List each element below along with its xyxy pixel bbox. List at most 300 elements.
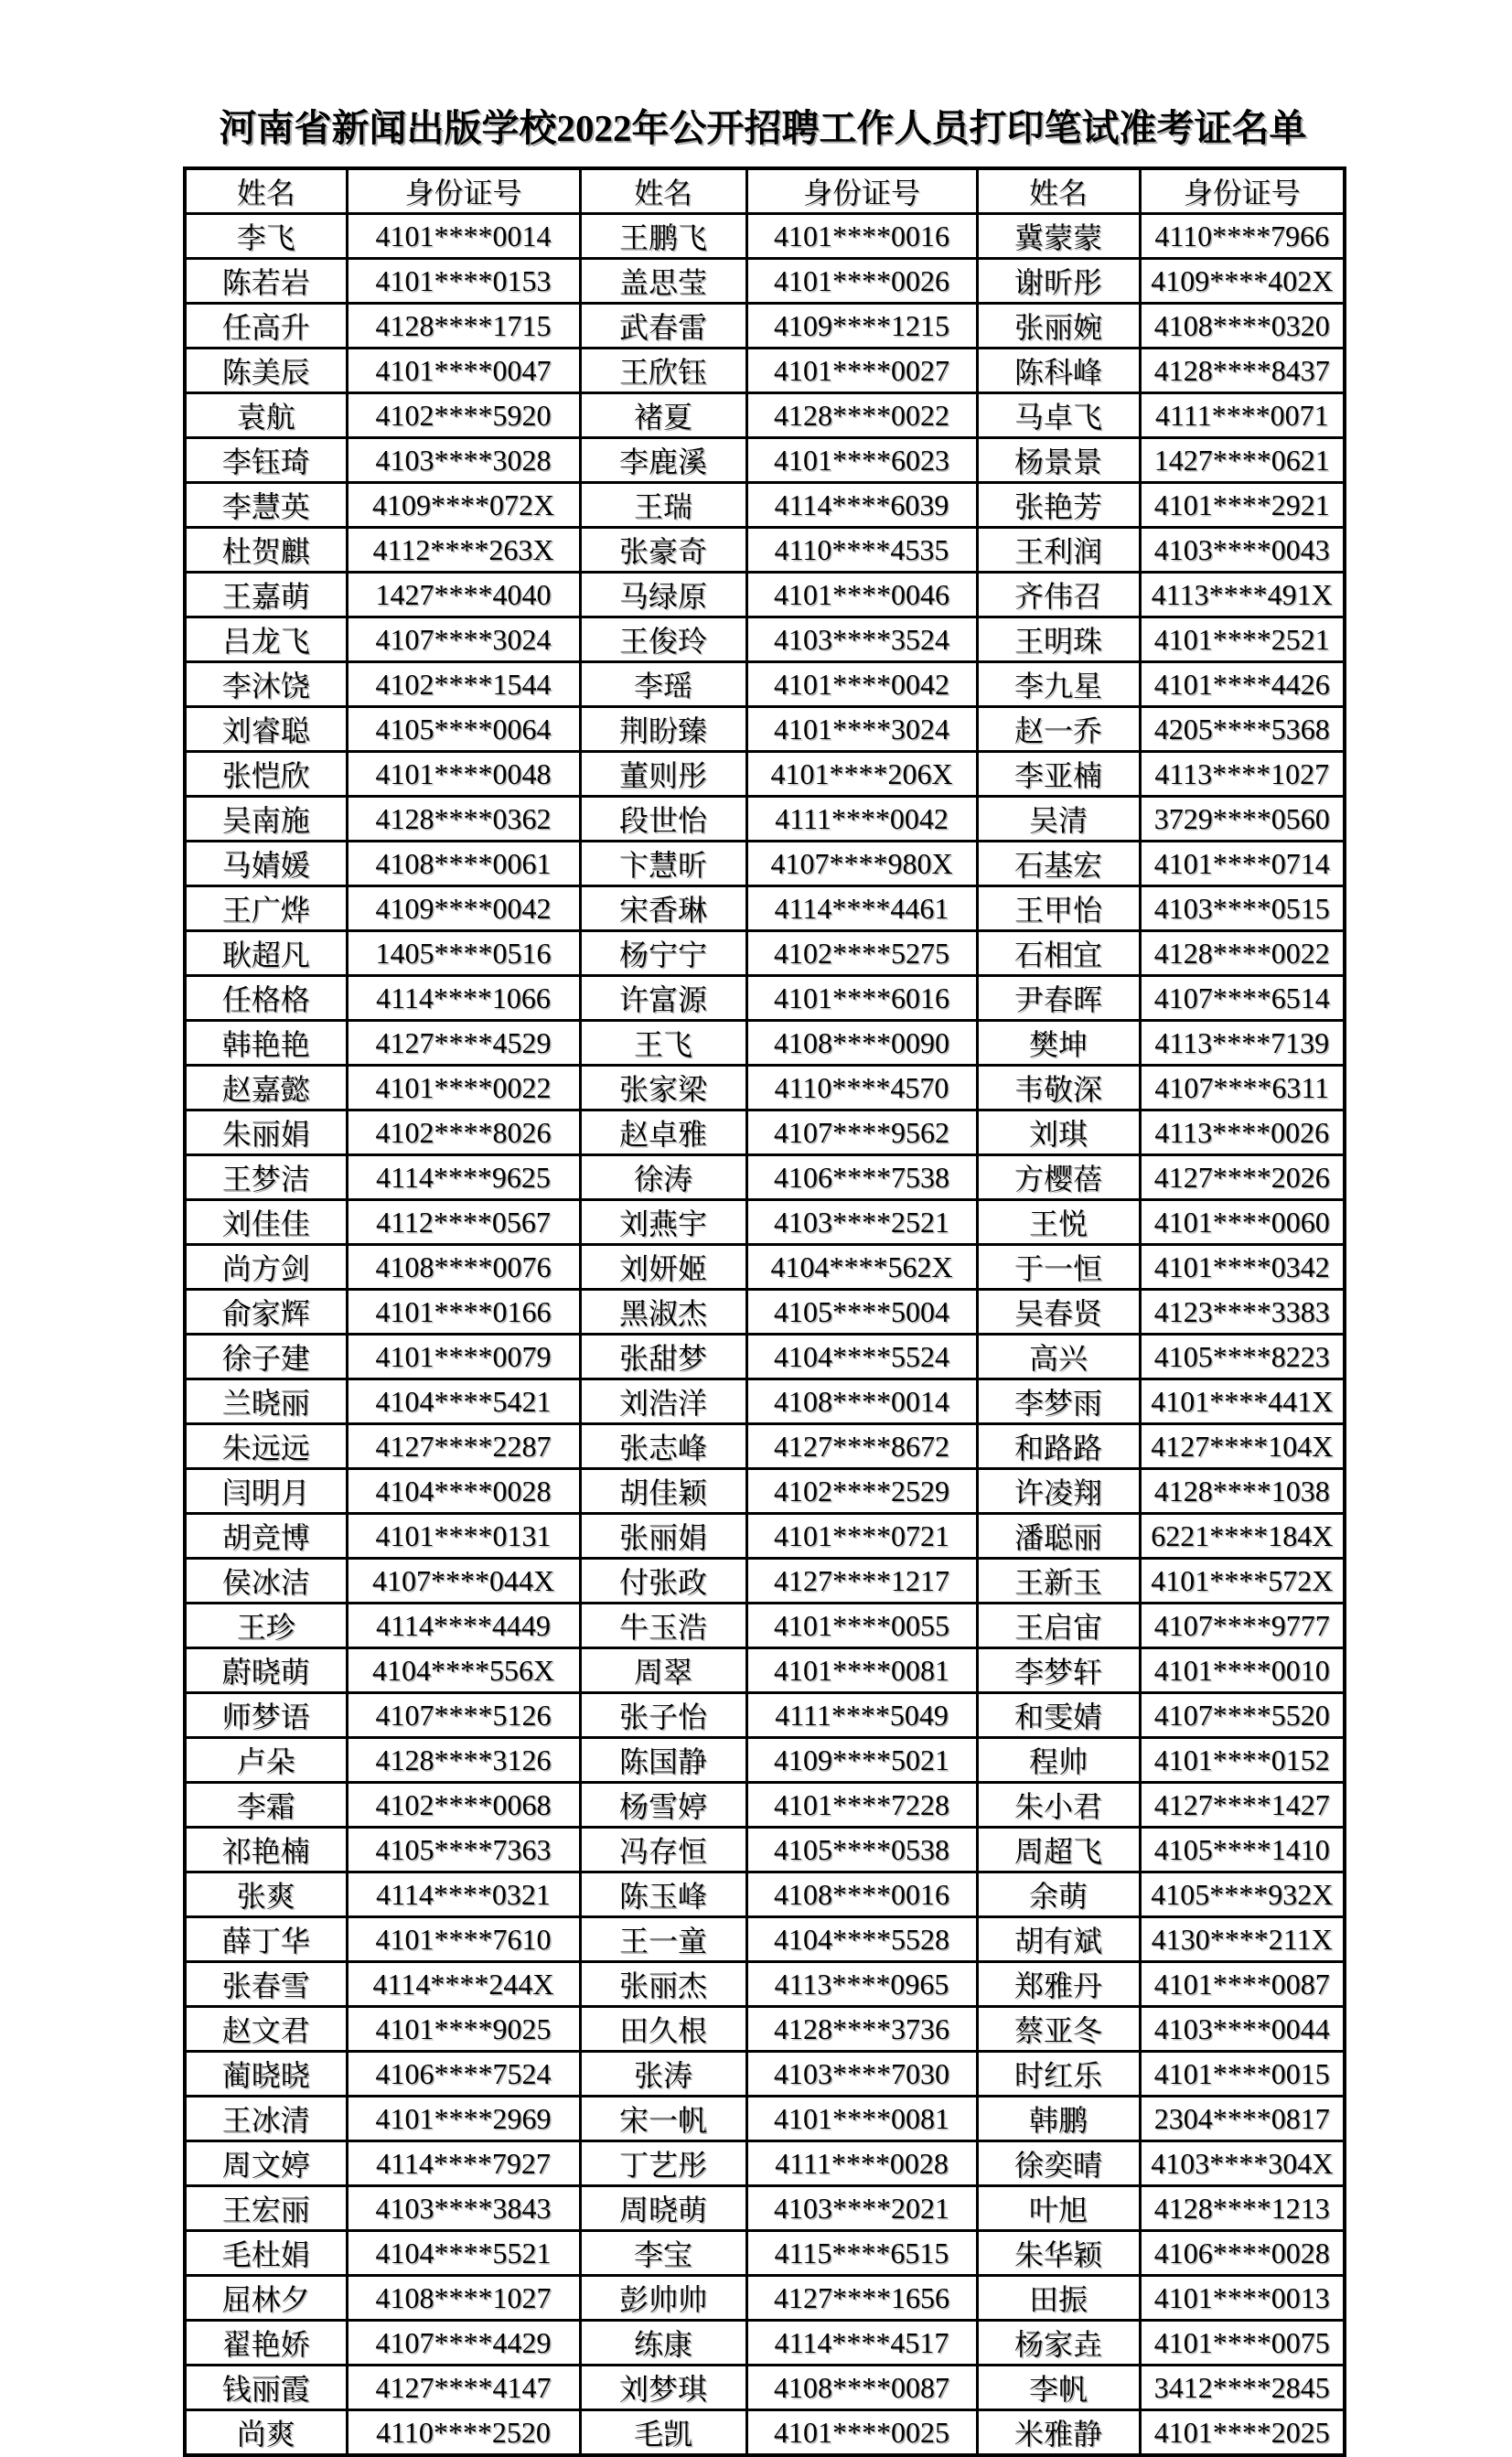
id-cell: 4106****7524 xyxy=(347,2052,580,2097)
name-cell: 吕龙飞 xyxy=(185,617,347,662)
id-cell: 4109****072X xyxy=(347,483,580,528)
id-cell: 4101****0013 xyxy=(1140,2276,1345,2321)
id-cell: 4108****0090 xyxy=(746,1021,977,1066)
table-row xyxy=(185,1962,1345,2007)
id-cell: 3729****0560 xyxy=(1140,797,1345,842)
name-cell: 韦敬深 xyxy=(977,1066,1140,1110)
name-cell: 樊坤 xyxy=(977,1021,1140,1066)
name-cell: 荆盼臻 xyxy=(580,707,746,752)
id-cell: 4114****0321 xyxy=(347,1872,580,1917)
name-cell: 吴清 xyxy=(977,797,1140,842)
name-cell: 张丽娟 xyxy=(580,1514,746,1559)
name-cell: 张爽 xyxy=(185,1872,347,1917)
name-cell: 陈美辰 xyxy=(185,349,347,393)
id-cell: 4101****0055 xyxy=(746,1604,977,1648)
table-row xyxy=(185,349,1345,393)
id-cell: 4113****491X xyxy=(1140,573,1345,617)
table-row xyxy=(185,1559,1345,1604)
id-cell: 4102****5920 xyxy=(347,393,580,438)
name-cell: 李宝 xyxy=(580,2231,746,2276)
id-cell: 4107****6514 xyxy=(1140,976,1345,1021)
table-row xyxy=(185,1021,1345,1066)
id-cell: 4101****0022 xyxy=(347,1066,580,1110)
id-cell: 4101****0087 xyxy=(1140,1962,1345,2007)
table-row xyxy=(185,438,1345,483)
id-cell: 4101****6023 xyxy=(746,438,977,483)
id-cell: 4101****0721 xyxy=(746,1514,977,1559)
id-cell: 4128****1038 xyxy=(1140,1469,1345,1514)
table-row xyxy=(185,752,1345,797)
id-cell: 4101****0042 xyxy=(746,662,977,707)
id-cell: 4104****5524 xyxy=(746,1335,977,1379)
table-row xyxy=(185,2097,1345,2141)
id-cell: 4101****0075 xyxy=(1140,2321,1345,2366)
name-cell: 程帅 xyxy=(977,1738,1140,1783)
name-cell: 王飞 xyxy=(580,1021,746,1066)
name-cell: 祁艳楠 xyxy=(185,1828,347,1872)
name-cell: 刘浩洋 xyxy=(580,1379,746,1424)
id-cell: 4111****5049 xyxy=(746,1693,977,1738)
name-cell: 张家梁 xyxy=(580,1066,746,1110)
table-row xyxy=(185,617,1345,662)
header-row xyxy=(185,168,1345,214)
table-row xyxy=(185,304,1345,349)
id-cell: 4205****5368 xyxy=(1140,707,1345,752)
id-cell: 4102****0068 xyxy=(347,1783,580,1828)
id-cell: 4127****4529 xyxy=(347,1021,580,1066)
id-cell: 4108****1027 xyxy=(347,2276,580,2321)
table-row xyxy=(185,1693,1345,1738)
id-cell: 4101****0079 xyxy=(347,1335,580,1379)
id-cell: 4101****0010 xyxy=(1140,1648,1345,1693)
name-cell: 潘聪丽 xyxy=(977,1514,1140,1559)
id-cell: 4127****104X xyxy=(1140,1424,1345,1469)
id-cell: 4105****932X xyxy=(1140,1872,1345,1917)
table-row xyxy=(185,931,1345,976)
name-cell: 张子怡 xyxy=(580,1693,746,1738)
name-cell: 蔡亚冬 xyxy=(977,2007,1140,2052)
name-cell: 王宏丽 xyxy=(185,2186,347,2231)
header-name-col1: 姓名 xyxy=(185,168,347,214)
id-cell: 4111****0042 xyxy=(746,797,977,842)
id-cell: 4128****3126 xyxy=(347,1738,580,1783)
name-cell: 张丽杰 xyxy=(580,1962,746,2007)
name-cell: 李瑶 xyxy=(580,662,746,707)
id-cell: 4107****980X xyxy=(746,842,977,886)
name-cell: 马绿原 xyxy=(580,573,746,617)
name-cell: 卢朵 xyxy=(185,1738,347,1783)
id-cell: 1405****0516 xyxy=(347,931,580,976)
id-cell: 4114****244X xyxy=(347,1962,580,2007)
name-cell: 田振 xyxy=(977,2276,1140,2321)
id-cell: 4101****441X xyxy=(1140,1379,1345,1424)
id-cell: 4105****7363 xyxy=(347,1828,580,1872)
id-cell: 4101****0081 xyxy=(746,1648,977,1693)
name-cell: 李飞 xyxy=(185,214,347,259)
id-cell: 1427****4040 xyxy=(347,573,580,617)
table-row xyxy=(185,1648,1345,1693)
id-cell: 4110****2520 xyxy=(347,2410,580,2456)
name-cell: 赵卓雅 xyxy=(580,1110,746,1155)
page-title: 河南省新闻出版学校2022年公开招聘工作人员打印笔试准考证名单 xyxy=(219,107,1307,149)
name-cell: 王俊玲 xyxy=(580,617,746,662)
id-cell: 4113****7139 xyxy=(1140,1021,1345,1066)
name-cell: 于一恒 xyxy=(977,1245,1140,1290)
name-cell: 周翠 xyxy=(580,1648,746,1693)
id-cell: 4103****2021 xyxy=(746,2186,977,2231)
name-cell: 和雯婧 xyxy=(977,1693,1140,1738)
id-cell: 4101****0131 xyxy=(347,1514,580,1559)
header-id-col1: 身份证号 xyxy=(347,168,580,214)
table-row xyxy=(185,2321,1345,2366)
name-cell: 彭帅帅 xyxy=(580,2276,746,2321)
id-cell: 4110****4535 xyxy=(746,528,977,573)
table-row xyxy=(185,886,1345,931)
table-row xyxy=(185,2276,1345,2321)
name-cell: 韩艳艳 xyxy=(185,1021,347,1066)
table-row xyxy=(185,2366,1345,2410)
name-cell: 闫明月 xyxy=(185,1469,347,1514)
name-cell: 徐子建 xyxy=(185,1335,347,1379)
name-cell: 冯存恒 xyxy=(580,1828,746,1872)
id-cell: 4103****3843 xyxy=(347,2186,580,2231)
header-name-col3: 姓名 xyxy=(977,168,1140,214)
id-cell: 4104****0028 xyxy=(347,1469,580,1514)
table-row xyxy=(185,662,1345,707)
table-row xyxy=(185,528,1345,573)
table-row xyxy=(185,483,1345,528)
table-row xyxy=(185,1379,1345,1424)
id-cell: 4101****0166 xyxy=(347,1290,580,1335)
name-cell: 周文婷 xyxy=(185,2141,347,2186)
table-row xyxy=(185,1290,1345,1335)
name-cell: 张春雪 xyxy=(185,1962,347,2007)
name-cell: 石基宏 xyxy=(977,842,1140,886)
name-cell: 朱华颖 xyxy=(977,2231,1140,2276)
id-cell: 4107****4429 xyxy=(347,2321,580,2366)
id-cell: 2304****0817 xyxy=(1140,2097,1345,2141)
name-cell: 褚夏 xyxy=(580,393,746,438)
table-row xyxy=(185,1872,1345,1917)
name-cell: 刘佳佳 xyxy=(185,1200,347,1245)
table-row xyxy=(185,1917,1345,1962)
name-cell: 杨宁宁 xyxy=(580,931,746,976)
name-cell: 耿超凡 xyxy=(185,931,347,976)
name-cell: 时红乐 xyxy=(977,2052,1140,2097)
table-row xyxy=(185,1155,1345,1200)
id-cell: 4127****1427 xyxy=(1140,1783,1345,1828)
id-cell: 4108****0014 xyxy=(746,1379,977,1424)
id-cell: 4127****2026 xyxy=(1140,1155,1345,1200)
name-cell: 张艳芳 xyxy=(977,483,1140,528)
name-cell: 胡佳颖 xyxy=(580,1469,746,1514)
id-cell: 4105****0538 xyxy=(746,1828,977,1872)
name-cell: 徐奕晴 xyxy=(977,2141,1140,2186)
id-cell: 4101****9025 xyxy=(347,2007,580,2052)
name-cell: 董则彤 xyxy=(580,752,746,797)
table-row xyxy=(185,1424,1345,1469)
id-cell: 4103****3028 xyxy=(347,438,580,483)
name-cell: 叶旭 xyxy=(977,2186,1140,2231)
id-cell: 1427****0621 xyxy=(1140,438,1345,483)
name-cell: 陈玉峰 xyxy=(580,1872,746,1917)
id-cell: 4114****1066 xyxy=(347,976,580,1021)
name-cell: 吴南施 xyxy=(185,797,347,842)
name-cell: 李慧英 xyxy=(185,483,347,528)
table-row xyxy=(185,976,1345,1021)
table-row xyxy=(185,1738,1345,1783)
id-cell: 4105****0064 xyxy=(347,707,580,752)
id-cell: 4101****7228 xyxy=(746,1783,977,1828)
name-cell: 许凌翔 xyxy=(977,1469,1140,1514)
table-row xyxy=(185,1245,1345,1290)
name-cell: 尹春晖 xyxy=(977,976,1140,1021)
name-cell: 张丽婉 xyxy=(977,304,1140,349)
id-cell: 4103****0515 xyxy=(1140,886,1345,931)
table-row xyxy=(185,2141,1345,2186)
name-cell: 周超飞 xyxy=(977,1828,1140,1872)
id-cell: 4101****0342 xyxy=(1140,1245,1345,1290)
id-cell: 4108****0076 xyxy=(347,1245,580,1290)
id-cell: 4113****1027 xyxy=(1140,752,1345,797)
id-cell: 4128****0022 xyxy=(746,393,977,438)
name-cell: 刘睿聪 xyxy=(185,707,347,752)
name-cell: 王珍 xyxy=(185,1604,347,1648)
name-cell: 师梦语 xyxy=(185,1693,347,1738)
name-cell: 赵一乔 xyxy=(977,707,1140,752)
roster-table xyxy=(183,166,1346,2457)
name-cell: 胡竞博 xyxy=(185,1514,347,1559)
name-cell: 刘梦琪 xyxy=(580,2366,746,2410)
table-row xyxy=(185,1828,1345,1872)
name-cell: 李沐饶 xyxy=(185,662,347,707)
name-cell: 余萌 xyxy=(977,1872,1140,1917)
id-cell: 4109****402X xyxy=(1140,259,1345,304)
name-cell: 王梦洁 xyxy=(185,1155,347,1200)
name-cell: 朱小君 xyxy=(977,1783,1140,1828)
id-cell: 4107****3024 xyxy=(347,617,580,662)
name-cell: 李梦轩 xyxy=(977,1648,1140,1693)
name-cell: 朱远远 xyxy=(185,1424,347,1469)
id-cell: 4101****0026 xyxy=(746,259,977,304)
id-cell: 4109****0042 xyxy=(347,886,580,931)
table-row xyxy=(185,1783,1345,1828)
name-cell: 李鹿溪 xyxy=(580,438,746,483)
id-cell: 4105****5004 xyxy=(746,1290,977,1335)
id-cell: 4108****0061 xyxy=(347,842,580,886)
name-cell: 徐涛 xyxy=(580,1155,746,1200)
table-header xyxy=(185,168,1345,214)
name-cell: 卞慧昕 xyxy=(580,842,746,886)
name-cell: 马卓飞 xyxy=(977,393,1140,438)
name-cell: 蔺晓晓 xyxy=(185,2052,347,2097)
id-cell: 4101****0046 xyxy=(746,573,977,617)
name-cell: 杨家垚 xyxy=(977,2321,1140,2366)
name-cell: 刘琪 xyxy=(977,1110,1140,1155)
name-cell: 练康 xyxy=(580,2321,746,2366)
name-cell: 王新玉 xyxy=(977,1559,1140,1604)
id-cell: 4114****4461 xyxy=(746,886,977,931)
id-cell: 4104****5421 xyxy=(347,1379,580,1424)
id-cell: 4103****304X xyxy=(1140,2141,1345,2186)
id-cell: 4114****9625 xyxy=(347,1155,580,1200)
table-row xyxy=(185,2186,1345,2231)
name-cell: 杨景景 xyxy=(977,438,1140,483)
name-cell: 王鹏飞 xyxy=(580,214,746,259)
name-cell: 段世怡 xyxy=(580,797,746,842)
name-cell: 许富源 xyxy=(580,976,746,1021)
name-cell: 丁艺彤 xyxy=(580,2141,746,2186)
name-cell: 王明珠 xyxy=(977,617,1140,662)
id-cell: 6221****184X xyxy=(1140,1514,1345,1559)
name-cell: 毛杜娟 xyxy=(185,2231,347,2276)
table-row xyxy=(185,842,1345,886)
name-cell: 尚方剑 xyxy=(185,1245,347,1290)
id-cell: 4109****1215 xyxy=(746,304,977,349)
name-cell: 蔚晓萌 xyxy=(185,1648,347,1693)
id-cell: 4104****562X xyxy=(746,1245,977,1290)
name-cell: 袁航 xyxy=(185,393,347,438)
name-cell: 刘妍姬 xyxy=(580,1245,746,1290)
id-cell: 4105****1410 xyxy=(1140,1828,1345,1872)
name-cell: 王冰清 xyxy=(185,2097,347,2141)
id-cell: 4101****0014 xyxy=(347,214,580,259)
name-cell: 李钰琦 xyxy=(185,438,347,483)
id-cell: 4101****0025 xyxy=(746,2410,977,2456)
id-cell: 4114****4449 xyxy=(347,1604,580,1648)
id-cell: 4127****2287 xyxy=(347,1424,580,1469)
name-cell: 米雅静 xyxy=(977,2410,1140,2456)
id-cell: 4128****0362 xyxy=(347,797,580,842)
id-cell: 4114****4517 xyxy=(746,2321,977,2366)
name-cell: 赵嘉懿 xyxy=(185,1066,347,1110)
name-cell: 杨雪婷 xyxy=(580,1783,746,1828)
name-cell: 张志峰 xyxy=(580,1424,746,1469)
table-row xyxy=(185,1604,1345,1648)
id-cell: 4105****8223 xyxy=(1140,1335,1345,1379)
id-cell: 3412****2845 xyxy=(1140,2366,1345,2410)
id-cell: 4103****0044 xyxy=(1140,2007,1345,2052)
name-cell: 郑雅丹 xyxy=(977,1962,1140,2007)
name-cell: 王悦 xyxy=(977,1200,1140,1245)
id-cell: 4107****9777 xyxy=(1140,1604,1345,1648)
id-cell: 4102****1544 xyxy=(347,662,580,707)
table-row xyxy=(185,1514,1345,1559)
name-cell: 高兴 xyxy=(977,1335,1140,1379)
name-cell: 薛丁华 xyxy=(185,1917,347,1962)
id-cell: 4101****6016 xyxy=(746,976,977,1021)
name-cell: 付张政 xyxy=(580,1559,746,1604)
id-cell: 4128****1213 xyxy=(1140,2186,1345,2231)
id-cell: 4128****1715 xyxy=(347,304,580,349)
id-cell: 4101****0048 xyxy=(347,752,580,797)
id-cell: 4101****0081 xyxy=(746,2097,977,2141)
name-cell: 屈林夕 xyxy=(185,2276,347,2321)
id-cell: 4107****5126 xyxy=(347,1693,580,1738)
name-cell: 胡有斌 xyxy=(977,1917,1140,1962)
name-cell: 李九星 xyxy=(977,662,1140,707)
name-cell: 王广烨 xyxy=(185,886,347,931)
name-cell: 李梦雨 xyxy=(977,1379,1140,1424)
name-cell: 李霜 xyxy=(185,1783,347,1828)
name-cell: 周晓萌 xyxy=(580,2186,746,2231)
id-cell: 4128****8437 xyxy=(1140,349,1345,393)
id-cell: 4127****4147 xyxy=(347,2366,580,2410)
id-cell: 4101****0152 xyxy=(1140,1738,1345,1783)
table-row xyxy=(185,214,1345,259)
id-cell: 4112****0567 xyxy=(347,1200,580,1245)
id-cell: 4108****0087 xyxy=(746,2366,977,2410)
table-row xyxy=(185,2007,1345,2052)
table-row xyxy=(185,1110,1345,1155)
name-cell: 宋香琳 xyxy=(580,886,746,931)
id-cell: 4107****044X xyxy=(347,1559,580,1604)
id-cell: 4127****1656 xyxy=(746,2276,977,2321)
header-id-col2: 身份证号 xyxy=(746,168,977,214)
table-row xyxy=(185,797,1345,842)
name-cell: 刘燕宇 xyxy=(580,1200,746,1245)
name-cell: 任高升 xyxy=(185,304,347,349)
name-cell: 张豪奇 xyxy=(580,528,746,573)
id-cell: 4103****7030 xyxy=(746,2052,977,2097)
id-cell: 4104****556X xyxy=(347,1648,580,1693)
name-cell: 朱丽娟 xyxy=(185,1110,347,1155)
table-row xyxy=(185,259,1345,304)
table-row xyxy=(185,2052,1345,2097)
name-cell: 吴春贤 xyxy=(977,1290,1140,1335)
name-cell: 王一童 xyxy=(580,1917,746,1962)
name-cell: 谢昕彤 xyxy=(977,259,1140,304)
name-cell: 李亚楠 xyxy=(977,752,1140,797)
header-id-col3: 身份证号 xyxy=(1140,168,1345,214)
name-cell: 王瑞 xyxy=(580,483,746,528)
name-cell: 俞家辉 xyxy=(185,1290,347,1335)
table-row xyxy=(185,1200,1345,1245)
name-cell: 毛凯 xyxy=(580,2410,746,2456)
id-cell: 4101****0714 xyxy=(1140,842,1345,886)
id-cell: 4115****6515 xyxy=(746,2231,977,2276)
id-cell: 4103****3524 xyxy=(746,617,977,662)
id-cell: 4110****7966 xyxy=(1140,214,1345,259)
id-cell: 4108****0320 xyxy=(1140,304,1345,349)
table-row xyxy=(185,707,1345,752)
id-cell: 4102****5275 xyxy=(746,931,977,976)
id-cell: 4101****7610 xyxy=(347,1917,580,1962)
id-cell: 4114****7927 xyxy=(347,2141,580,2186)
name-cell: 冀蒙蒙 xyxy=(977,214,1140,259)
header-name-col2: 姓名 xyxy=(580,168,746,214)
name-cell: 黑淑杰 xyxy=(580,1290,746,1335)
table-row xyxy=(185,1469,1345,1514)
id-cell: 4101****2969 xyxy=(347,2097,580,2141)
id-cell: 4101****0015 xyxy=(1140,2052,1345,2097)
name-cell: 尚爽 xyxy=(185,2410,347,2456)
table-row xyxy=(185,393,1345,438)
name-cell: 翟艳娇 xyxy=(185,2321,347,2366)
id-cell: 4104****5521 xyxy=(347,2231,580,2276)
name-cell: 任格格 xyxy=(185,976,347,1021)
name-cell: 李帆 xyxy=(977,2366,1140,2410)
id-cell: 4104****5528 xyxy=(746,1917,977,1962)
id-cell: 4101****0153 xyxy=(347,259,580,304)
id-cell: 4127****8672 xyxy=(746,1424,977,1469)
table-row xyxy=(185,1335,1345,1379)
name-cell: 牛玉浩 xyxy=(580,1604,746,1648)
id-cell: 4107****6311 xyxy=(1140,1066,1345,1110)
id-cell: 4101****0047 xyxy=(347,349,580,393)
id-cell: 4114****6039 xyxy=(746,483,977,528)
id-cell: 4106****0028 xyxy=(1140,2231,1345,2276)
